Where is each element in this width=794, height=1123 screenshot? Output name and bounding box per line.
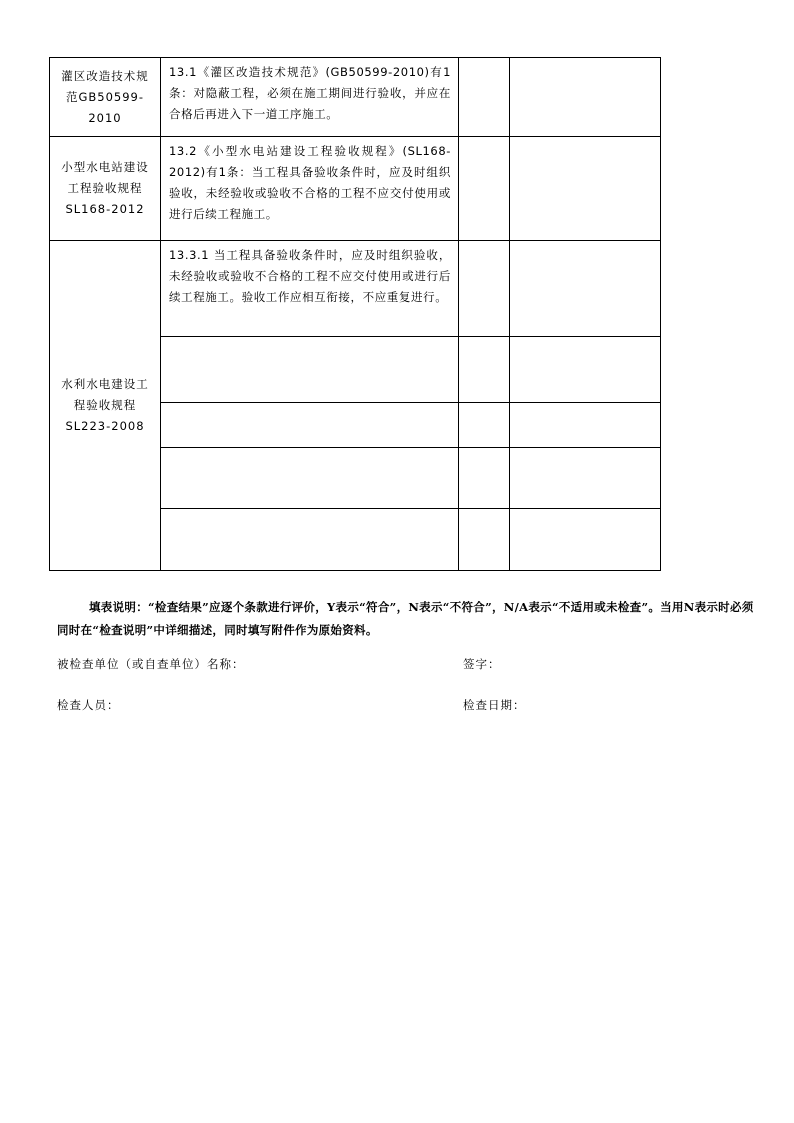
result-cell[interactable] bbox=[459, 337, 510, 403]
result-cell[interactable] bbox=[459, 241, 510, 337]
remark-cell[interactable] bbox=[510, 509, 661, 571]
remark-cell[interactable] bbox=[510, 403, 661, 448]
clause-cell[interactable] bbox=[161, 448, 459, 509]
remark-cell[interactable] bbox=[510, 137, 661, 241]
remark-cell[interactable] bbox=[510, 241, 661, 337]
fill-instructions: 填表说明：“检查结果”应逐个条款进行评价，Y表示“符合”，N表示“不符合”，N/A表示“不适用或未检查”。当用N表示时必须同时在“检查说明”中详细描述，同时填写附件作为原始资料。 bbox=[57, 600, 754, 637]
inspector-label: 检查人员： bbox=[57, 698, 120, 712]
clause-cell: 13.2《小型水电站建设工程验收规程》(SL168-2012)有1条：当工程具备验收条件时，应及时组织验收，未经验收或验收不合格的工程不应交付使用或进行后续工程施工。 bbox=[161, 137, 459, 241]
result-cell[interactable] bbox=[459, 58, 510, 137]
clause-cell[interactable] bbox=[161, 509, 459, 571]
result-cell[interactable] bbox=[459, 137, 510, 241]
remark-cell[interactable] bbox=[510, 337, 661, 403]
clause-cell: 13.3.1 当工程具备验收条件时，应及时组织验收，未经验收或验收不合格的工程不应交付使用或进行后续工程施工。验收工作应相互衔接，不应重复进行。 bbox=[161, 241, 459, 337]
clause-cell[interactable] bbox=[161, 403, 459, 448]
standard-cell: 水利水电建设工程验收规程 SL223-2008 bbox=[50, 241, 161, 571]
standard-cell: 灌区改造技术规范GB50599-2010 bbox=[50, 58, 161, 137]
inspected-unit-label: 被检查单位（或自查单位）名称： bbox=[57, 657, 245, 671]
clause-cell[interactable] bbox=[161, 337, 459, 403]
remark-cell[interactable] bbox=[510, 448, 661, 509]
table-row bbox=[50, 137, 661, 241]
checklist-table bbox=[49, 57, 661, 571]
table-row bbox=[50, 58, 661, 137]
remark-cell[interactable] bbox=[510, 58, 661, 137]
signature-label: 签字： bbox=[463, 657, 501, 671]
standard-cell: 小型水电站建设工程验收规程 SL168-2012 bbox=[50, 137, 161, 241]
clause-cell: 13.1《灌区改造技术规范》(GB50599-2010)有1条：对隐蔽工程，必须在施工期间进行验收，并应在合格后再进入下一道工序施工。 bbox=[161, 58, 459, 137]
table-row bbox=[50, 241, 661, 337]
result-cell[interactable] bbox=[459, 403, 510, 448]
result-cell[interactable] bbox=[459, 448, 510, 509]
inspection-date-label: 检查日期： bbox=[463, 698, 526, 712]
result-cell[interactable] bbox=[459, 509, 510, 571]
